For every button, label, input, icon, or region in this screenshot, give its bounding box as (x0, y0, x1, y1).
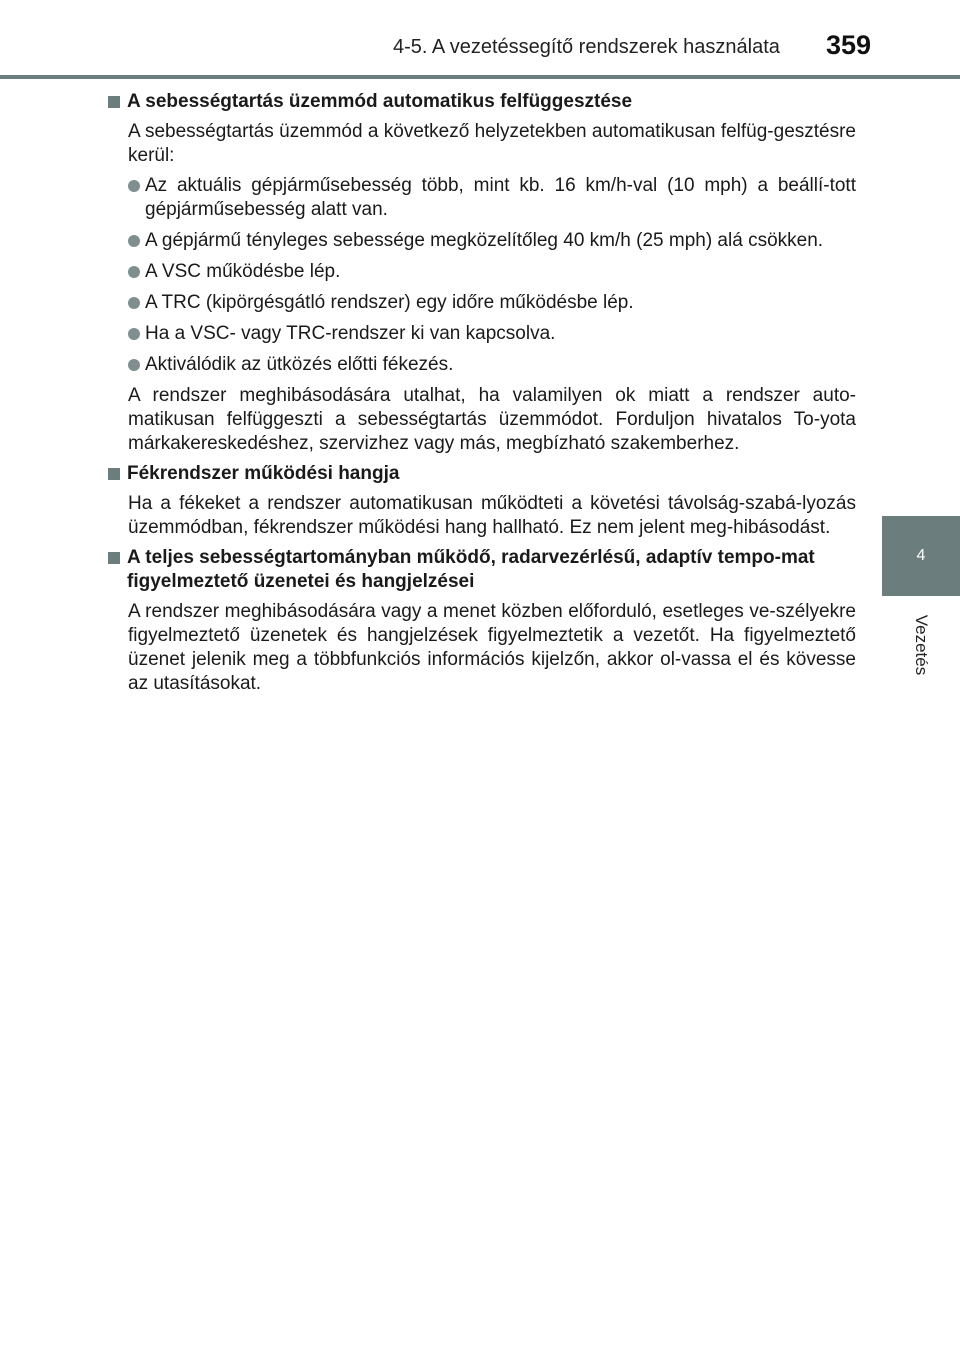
section-heading (108, 546, 856, 594)
section-brake-sound (108, 462, 856, 540)
square-bullet-icon (108, 96, 120, 108)
list-item-text: Ha a VSC- vagy TRC-rendszer ki van kapcsolva. (145, 323, 556, 344)
round-bullet-icon (128, 359, 140, 371)
round-bullet-icon (128, 266, 140, 278)
list-item-text: Aktiválódik az ütközés előtti fékezés. (145, 354, 454, 375)
square-bullet-icon (108, 468, 120, 480)
section-heading (108, 90, 856, 114)
page-number: 359 (826, 30, 872, 60)
header-title: 4-5. A vezetéssegítő rendszerek használata (393, 36, 780, 58)
square-bullet-icon (108, 552, 120, 564)
list-item (128, 260, 856, 284)
list-item (128, 291, 856, 315)
section-heading-text: A sebességtartás üzemmód automatikus felfüggesztése (127, 91, 633, 112)
list-item (128, 174, 856, 222)
list-item (128, 353, 856, 377)
round-bullet-icon (128, 297, 140, 309)
list-item-text: Az aktuális gépjárműsebesség több, mint kb. 16 km/h-val (10 mph) a beállí-tott gépjárműsebesség alatt van. (145, 175, 856, 220)
section-heading (108, 462, 856, 486)
chapter-side-label: Vezetés (912, 614, 931, 676)
section-auto-cancel (108, 90, 856, 456)
header-divider (0, 75, 960, 79)
section-heading-text: Fékrendszer működési hangja (127, 463, 400, 484)
paragraph: Ha a fékeket a rendszer automatikusan működteti a követési távolság-szabá-lyozás üzemmódban, fékrendszer működési hang hallható. Ez nem jelent meg-hibásodást. (128, 493, 856, 538)
list-item (128, 229, 856, 253)
section-warnings (108, 546, 856, 696)
round-bullet-icon (128, 328, 140, 340)
list-item-text: A gépjármű tényleges sebessége megközelítőleg 40 km/h (25 mph) alá csökken. (145, 230, 824, 251)
list-item-text: A VSC működésbe lép. (145, 261, 341, 282)
paragraph: A sebességtartás üzemmód a következő helyzetekben automatikusan felfüg-gesztésre kerül: (128, 121, 856, 166)
list-item (128, 322, 856, 346)
list-item-text: A TRC (kipörgésgátló rendszer) egy időre működésbe lép. (145, 292, 634, 313)
round-bullet-icon (128, 235, 140, 247)
round-bullet-icon (128, 180, 140, 192)
paragraph: A rendszer meghibásodására vagy a menet közben előforduló, esetleges ve-szélyekre figyelmeztető üzenetek és hangjelzések figyelmeztetik a vezetőt. Ha figyelmeztető üzenet jelenik meg a többfunkciós információs kijelzőn, akkor ol-vassa el és kövesse az utasításokat. (128, 601, 856, 694)
page-content (108, 90, 856, 702)
paragraph: A rendszer meghibásodására utalhat, ha valamilyen ok miatt a rendszer auto-matikusan felfüggeszti a sebességtartás üzemmódot. Forduljon hivatalos To-yota márkakereskedéshez, szervizhez vagy más, megbízható szakemberhez. (128, 385, 856, 454)
chapter-tab: 4 (882, 516, 960, 596)
section-heading-text: A teljes sebességtartományban működő, radarvezérlésű, adaptív tempo-mat figyelmeztető üzenetei és hangjelzései (127, 547, 815, 592)
